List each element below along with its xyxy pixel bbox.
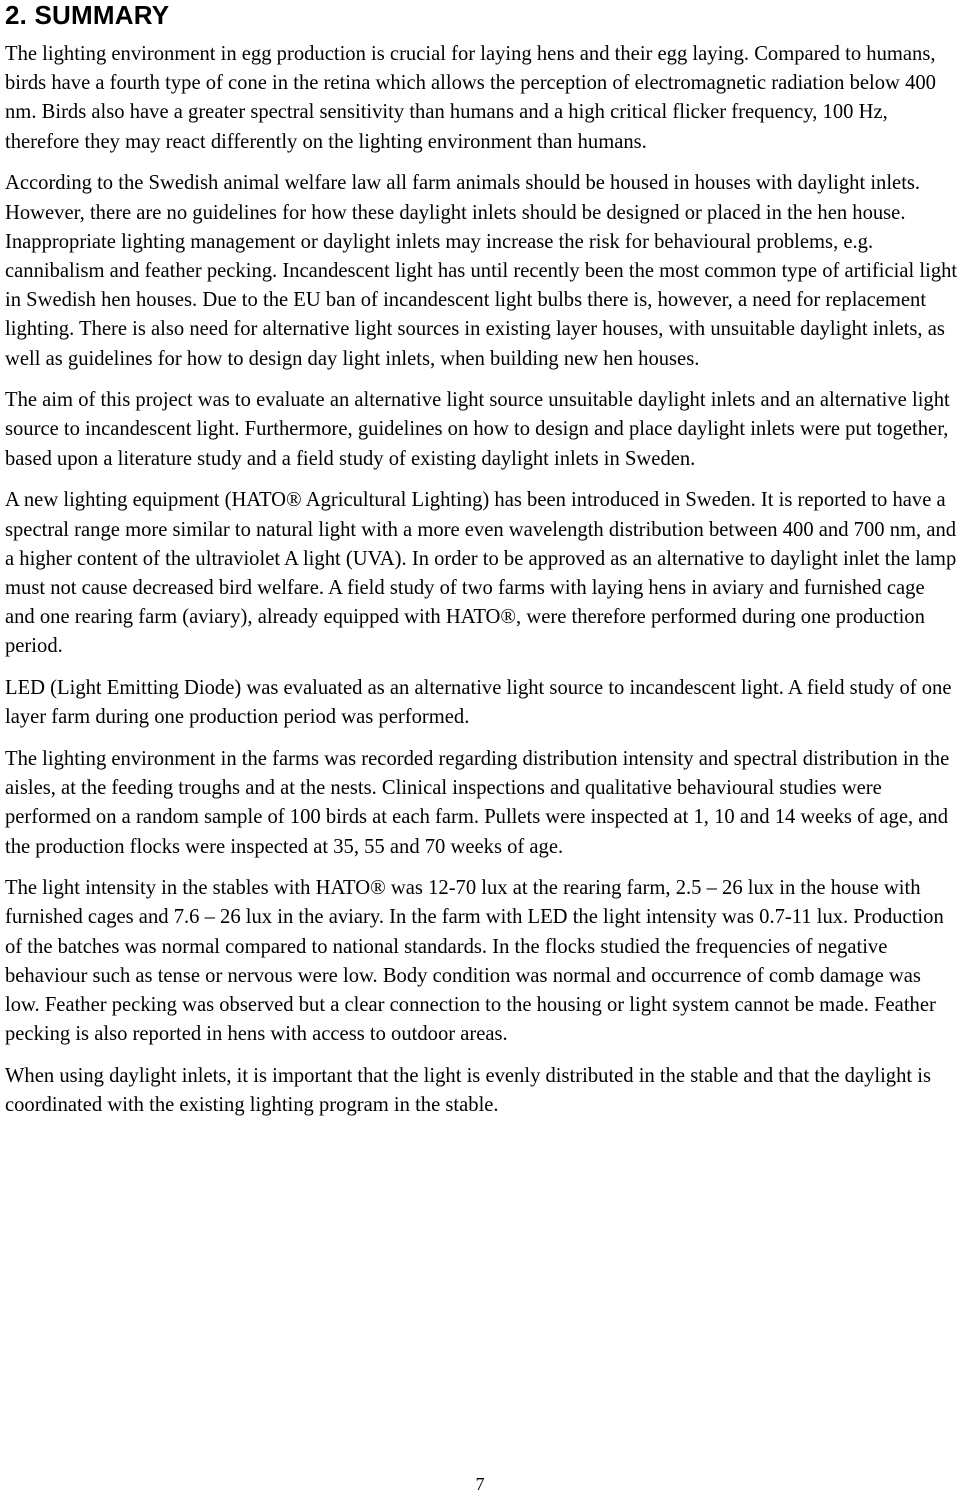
paragraph-4: A new lighting equipment (HATO® Agricultural Lighting) has been introduced in Sweden. It is reported to have a spectral range more similar to natural light with a more even wavelength distribution between 400 and 700 nm, and a higher content of the ultraviolet A light (UVA). In order to be approved as an alternative to daylight inlet the lamp must not cause decreased bird welfare. A field study of two farms with laying hens in aviary and furnished cage and one rearing farm (aviary), already equipped with HATO®, were therefore performed during one production period.	[5, 489, 957, 658]
paragraph-1: The lighting environment in egg production is crucial for laying hens and their egg laying. Compared to humans, birds have a fourth type of cone in the retina which allows the perception of electromagnetic radiation below 400 nm. Birds also have a greater spectral sensitivity than humans and a high critical flicker frequency, 100 Hz, therefore they may react differently on the lighting environment than humans.	[5, 43, 936, 153]
paragraph-6: The lighting environment in the farms was recorded regarding distribution intensity and spectral distribution in the aisles, at the feeding troughs and at the nests. Clinical inspections and qualitative behavioural studies were performed on a random sample of 100 birds at each farm. Pullets were inspected at 1, 10 and 14 weeks of age, and the production flocks were inspected at 35, 55 and 70 weeks of age.	[5, 747, 950, 858]
document-page	[5, 0, 958, 1133]
section-heading: 2. SUMMARY	[5, 0, 170, 30]
paragraph-7: The light intensity in the stables with HATO® was 12-70 lux at the rearing farm, 2.5 – 26 lux in the house with furnished cages and 7.6 – 26 lux in the aviary. In the farm with LED the light intensity was 0.7-11 lux. Production of the batches was normal compared to national standards. In the flocks studied the frequencies of negative behaviour such as tense or nervous were low. Body condition was normal and occurrence of comb damage was low. Feather pecking was observed but a clear connection to the housing or light system cannot be made. Feather pecking is also reported in hens with access to outdoor areas.	[5, 877, 944, 1046]
page-number: 7	[475, 1474, 485, 1494]
paragraph-5: LED (Light Emitting Diode) was evaluated as an alternative light source to incandescent light. A field study of one layer farm during one production period was performed.	[5, 677, 952, 729]
paragraph-3: The aim of this project was to evaluate an alternative light source unsuitable daylight inlets and an alternative light source to incandescent light. Furthermore, guidelines on how to design and place daylight inlets were put together, based upon a literature study and a field study of existing daylight inlets in Sweden.	[5, 389, 950, 470]
paragraph-8: When using daylight inlets, it is important that the light is evenly distributed in the stable and that the daylight is coordinated with the existing lighting program in the stable.	[5, 1065, 932, 1117]
paragraph-2: According to the Swedish animal welfare law all farm animals should be housed in houses with daylight inlets. However, there are no guidelines for how these daylight inlets should be designed or placed in the hen house. Inappropriate lighting management or daylight inlets may increase the risk for behavioural problems, e.g. cannibalism and feather pecking. Incandescent light has until recently been the most common type of artificial light in Swedish hen houses. Due to the EU ban of incandescent light bulbs there is, however, a need for replacement lighting. There is also need for alternative light sources in existing layer houses, with unsuitable daylight inlets, as well as guidelines for how to design day light inlets, when building new hen houses.	[5, 172, 958, 370]
